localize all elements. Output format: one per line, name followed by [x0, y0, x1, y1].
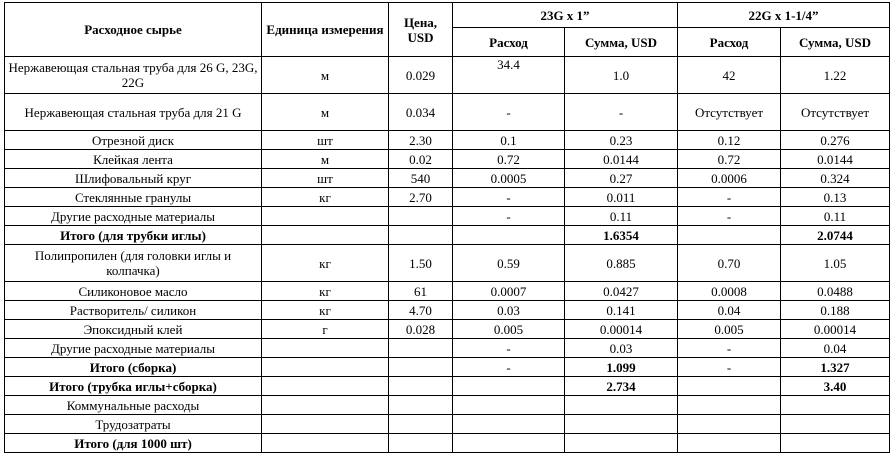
cell-price	[389, 396, 453, 415]
cell-unit	[262, 358, 389, 377]
cell-22g-consumption: 42	[678, 57, 781, 94]
cell-price	[389, 226, 453, 245]
cell-23g-consumption	[453, 396, 565, 415]
cell-price: 0.034	[389, 94, 453, 131]
cell-unit	[262, 396, 389, 415]
cell-material: Растворитель/ силикон	[5, 301, 262, 320]
table-row	[5, 377, 890, 396]
cell-23g-sum: 0.11	[565, 207, 678, 226]
cell-unit: кг	[262, 188, 389, 207]
cell-23g-sum	[565, 396, 678, 415]
header-group-23g: 23G x 1”	[453, 3, 678, 28]
cell-22g-consumption: 0.70	[678, 245, 781, 282]
cell-23g-sum: 1.099	[565, 358, 678, 377]
cell-22g-sum: 0.13	[781, 188, 890, 207]
cell-unit: м	[262, 150, 389, 169]
cell-22g-sum: 0.324	[781, 169, 890, 188]
cell-23g-sum: 0.141	[565, 301, 678, 320]
cell-material: Полипропилен (для головки иглы и колпачка)	[5, 245, 262, 282]
cell-material: Силиконовое масло	[5, 282, 262, 301]
cell-material: Итого (для трубки иглы)	[5, 226, 262, 245]
cell-22g-sum	[781, 415, 890, 434]
cell-unit	[262, 415, 389, 434]
cell-material: Коммунальные расходы	[5, 396, 262, 415]
cell-23g-consumption: -	[453, 339, 565, 358]
cell-23g-consumption: -	[453, 188, 565, 207]
cell-23g-sum	[565, 434, 678, 453]
cell-material: Итого (для 1000 шт)	[5, 434, 262, 453]
table-row	[5, 434, 890, 453]
cell-23g-sum: -	[565, 94, 678, 131]
header-group-22g: 22G x 1-1/4”	[678, 3, 890, 28]
header-material: Расходное сырье	[5, 3, 262, 57]
cell-22g-consumption: -	[678, 339, 781, 358]
cell-22g-sum: 0.276	[781, 131, 890, 150]
cell-material: Шлифовальный круг	[5, 169, 262, 188]
header-23g-sum: Сумма, USD	[565, 28, 678, 57]
cell-price: 540	[389, 169, 453, 188]
cell-unit	[262, 226, 389, 245]
table-row	[5, 57, 890, 94]
cell-23g-sum: 2.734	[565, 377, 678, 396]
cell-unit: шт	[262, 169, 389, 188]
cell-22g-consumption: Отсутствует	[678, 94, 781, 131]
header-price: Цена, USD	[389, 3, 453, 57]
cell-price: 2.70	[389, 188, 453, 207]
cell-price: 0.02	[389, 150, 453, 169]
cell-22g-sum: 2.0744	[781, 226, 890, 245]
cell-23g-sum: 1.0	[565, 57, 678, 94]
table-row	[5, 396, 890, 415]
cell-22g-consumption: 0.005	[678, 320, 781, 339]
cell-price: 61	[389, 282, 453, 301]
cell-23g-sum: 0.03	[565, 339, 678, 358]
cell-23g-sum: 1.6354	[565, 226, 678, 245]
cell-22g-consumption	[678, 396, 781, 415]
cell-23g-sum: 0.011	[565, 188, 678, 207]
cell-22g-consumption: -	[678, 358, 781, 377]
cell-23g-sum: 0.23	[565, 131, 678, 150]
cell-price	[389, 415, 453, 434]
table-row	[5, 150, 890, 169]
cell-23g-consumption	[453, 226, 565, 245]
cell-22g-sum: 0.0144	[781, 150, 890, 169]
table-row	[5, 301, 890, 320]
table-row	[5, 282, 890, 301]
cell-unit	[262, 377, 389, 396]
cell-unit	[262, 434, 389, 453]
cell-material: Итого (трубка иглы+сборка)	[5, 377, 262, 396]
cell-23g-consumption	[453, 434, 565, 453]
cell-material: Другие расходные материалы	[5, 207, 262, 226]
header-23g-consumption: Расход	[453, 28, 565, 57]
cell-22g-sum	[781, 396, 890, 415]
cell-22g-sum: 0.0488	[781, 282, 890, 301]
cell-23g-consumption: 0.59	[453, 245, 565, 282]
cell-23g-consumption	[453, 415, 565, 434]
cell-unit	[262, 339, 389, 358]
cell-23g-consumption: 0.72	[453, 150, 565, 169]
cell-22g-sum: 1.22	[781, 57, 890, 94]
table-row	[5, 358, 890, 377]
cell-price: 1.50	[389, 245, 453, 282]
table-body	[5, 57, 890, 453]
cell-material: Эпоксидный клей	[5, 320, 262, 339]
cell-material: Клейкая лента	[5, 150, 262, 169]
cell-price	[389, 434, 453, 453]
cell-price	[389, 358, 453, 377]
cell-material: Трудозатраты	[5, 415, 262, 434]
cell-22g-sum: 0.188	[781, 301, 890, 320]
cell-unit: г	[262, 320, 389, 339]
cell-22g-sum: 0.00014	[781, 320, 890, 339]
cell-23g-sum: 0.885	[565, 245, 678, 282]
cell-22g-consumption: 0.0008	[678, 282, 781, 301]
table-row	[5, 169, 890, 188]
cell-22g-sum: 1.05	[781, 245, 890, 282]
cell-22g-consumption	[678, 226, 781, 245]
cell-material: Нержавеющая стальная труба для 26 G, 23G, 22G	[5, 57, 262, 94]
cell-price: 4.70	[389, 301, 453, 320]
cell-23g-consumption: 0.005	[453, 320, 565, 339]
cell-22g-sum: 3.40	[781, 377, 890, 396]
cell-22g-sum: 1.327	[781, 358, 890, 377]
cell-22g-sum	[781, 434, 890, 453]
cell-22g-sum: 0.11	[781, 207, 890, 226]
cell-23g-sum	[565, 415, 678, 434]
cell-price: 2.30	[389, 131, 453, 150]
table-row	[5, 339, 890, 358]
table-row	[5, 94, 890, 131]
cell-material: Нержавеющая стальная труба для 21 G	[5, 94, 262, 131]
cell-unit: м	[262, 57, 389, 94]
cell-23g-consumption: 0.0005	[453, 169, 565, 188]
cell-22g-consumption: -	[678, 188, 781, 207]
table-row	[5, 320, 890, 339]
table-row	[5, 131, 890, 150]
cell-unit: кг	[262, 282, 389, 301]
cell-23g-consumption	[453, 377, 565, 396]
cell-unit: шт	[262, 131, 389, 150]
cell-23g-consumption: -	[453, 94, 565, 131]
cell-22g-consumption: -	[678, 207, 781, 226]
cell-23g-consumption: 0.03	[453, 301, 565, 320]
cell-22g-consumption: 0.04	[678, 301, 781, 320]
table-row	[5, 188, 890, 207]
header-unit: Единица измерения	[262, 3, 389, 57]
cell-22g-consumption: 0.0006	[678, 169, 781, 188]
cell-23g-sum: 0.0144	[565, 150, 678, 169]
cell-22g-consumption: 0.12	[678, 131, 781, 150]
cell-material: Стеклянные гранулы	[5, 188, 262, 207]
cell-23g-sum: 0.00014	[565, 320, 678, 339]
cell-23g-consumption: 0.1	[453, 131, 565, 150]
cell-23g-consumption: 34.4	[453, 57, 565, 94]
table-row	[5, 207, 890, 226]
cell-unit: кг	[262, 245, 389, 282]
cell-22g-consumption	[678, 377, 781, 396]
cell-price	[389, 339, 453, 358]
cell-23g-consumption: 0.0007	[453, 282, 565, 301]
cell-23g-sum: 0.0427	[565, 282, 678, 301]
cell-unit	[262, 207, 389, 226]
cell-23g-consumption: -	[453, 358, 565, 377]
cell-unit: м	[262, 94, 389, 131]
cell-price: 0.029	[389, 57, 453, 94]
cell-22g-sum: 0.04	[781, 339, 890, 358]
cell-price	[389, 207, 453, 226]
cell-22g-consumption	[678, 415, 781, 434]
cell-unit: кг	[262, 301, 389, 320]
cell-material: Другие расходные материалы	[5, 339, 262, 358]
cell-23g-sum: 0.27	[565, 169, 678, 188]
cell-price: 0.028	[389, 320, 453, 339]
cell-material: Отрезной диск	[5, 131, 262, 150]
header-22g-sum: Сумма, USD	[781, 28, 890, 57]
cell-22g-sum: Отсутствует	[781, 94, 890, 131]
header-22g-consumption: Расход	[678, 28, 781, 57]
cell-22g-consumption: 0.72	[678, 150, 781, 169]
table-row	[5, 245, 890, 282]
cell-material: Итого (сборка)	[5, 358, 262, 377]
table-row	[5, 226, 890, 245]
cell-22g-consumption	[678, 434, 781, 453]
cost-table	[4, 2, 890, 453]
table-row	[5, 415, 890, 434]
cell-23g-consumption: -	[453, 207, 565, 226]
cell-price	[389, 377, 453, 396]
